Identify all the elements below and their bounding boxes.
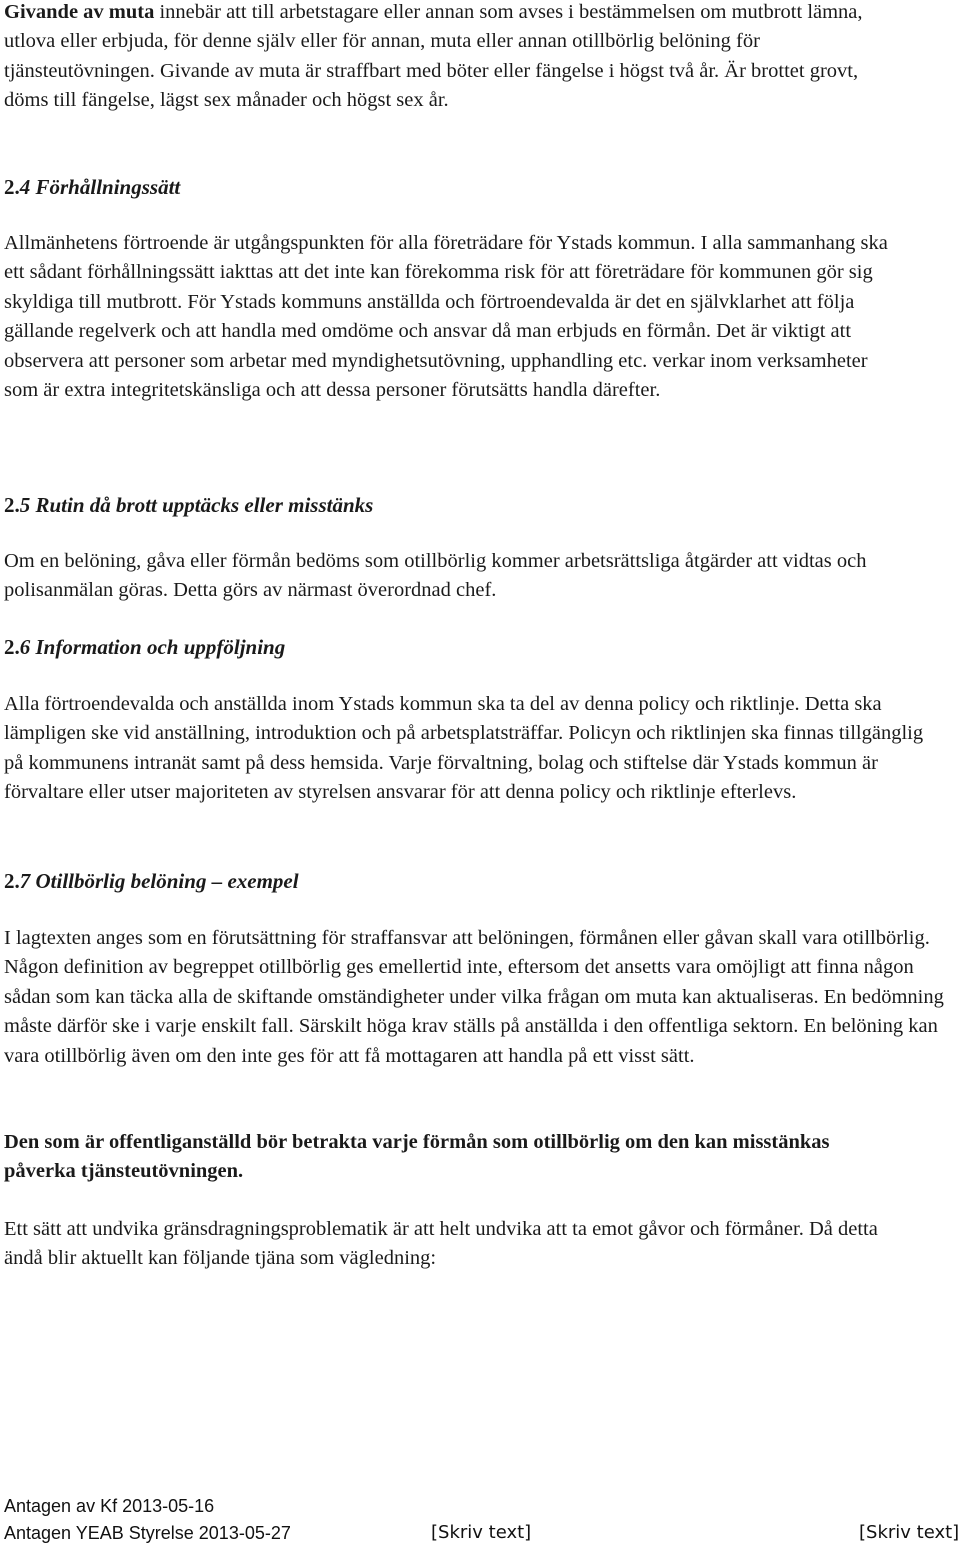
heading-2-4: 2.4 Förhållningssätt bbox=[4, 175, 181, 199]
footer-adopted-yeab: Antagen YEAB Styrelse 2013-05-27 bbox=[4, 1523, 291, 1543]
intro-text: innebär att till arbetstagare eller annan som avses i bestämmelsen om mutbrott lämna, utlova eller erbjuda, för denne själv eller för annan, muta eller annan otillbörlig belöning för tjänsteutövningen. Givande av muta är straffbart med böter eller fängelse i högst två år. Är brottet grovt, döms till fängelse, lägst sex månader och högst sex år. bbox=[4, 1, 863, 112]
heading-2-6: 2.6 Information och uppföljning bbox=[4, 635, 286, 659]
section-2-5-body: Om en belöning, gåva eller förmån bedöms som otillbörlig kommer arbetsrättsliga åtgärder att vidtas och polisanmälan göras. Detta görs av närmast överordnad chef. bbox=[4, 550, 867, 602]
section-2-6-body: Alla förtroendevalda och anställda inom Ystads kommun ska ta del av denna policy och riktlinje. Detta ska lämpligen ske vid anställning, introduktion och på arbetsplatsträffar. Policyn och riktlinjen ska finnas tillgänglig på kommunens intranät samt på dess hemsida. Varje förvaltning, bolag och stiftelse där Ystads kommun är förvaltare eller utser majoriteten av styrelsen ansvarar för att denna policy och riktlinje efterlevs. bbox=[4, 693, 924, 804]
heading-2-7: 2.7 Otillbörlig belöning – exempel bbox=[4, 869, 299, 893]
footer-placeholder-center[interactable]: [Skriv text] bbox=[431, 1522, 532, 1543]
footer-placeholder-right[interactable]: [Skriv text] bbox=[859, 1522, 960, 1543]
section-2-4-body: Allmänhetens förtroende är utgångspunkten för alla företrädare för Ystads kommun. I alla sammanhang ska ett sådant förhållningssätt iakttas att det inte kan förekomma risk för att företrädare för kommunen gör sig skyldiga till mutbrott. För Ystads kommuns anställda och förtroendevalda är det en självklarhet att följa gällande regelverk och att handla med omdöme och ansvar då man erbjuds en förmån. Det är viktigt att observera att personer som arbetar med myndighetsutövning, upphandling etc. verkar inom verksamheter som är extra integritetskänsliga och att dessa personer förutsätts handla därefter. bbox=[4, 232, 888, 402]
footer-adopted-kf: Antagen av Kf 2013-05-16 bbox=[4, 1496, 215, 1516]
intro-paragraph bbox=[4, 0, 874, 116]
section-2-7-emphasis: Den som är offentliganställd bör betrakta varje förmån som otillbörlig om den kan misstänkas påverka tjänsteutövningen. bbox=[4, 1131, 830, 1183]
heading-2-5: 2.5 Rutin då brott upptäcks eller misstänks bbox=[4, 493, 374, 517]
section-2-7-closing: Ett sätt att undvika gränsdragningsproblematik är att helt undvika att ta emot gåvor och förmåner. Då detta ändå blir aktuellt kan följande tjäna som vägledning: bbox=[4, 1218, 878, 1270]
section-2-7-body: I lagtexten anges som en förutsättning för straffansvar att belöningen, förmånen eller gåvan skall vara otillbörlig. Någon definition av begreppet otillbörlig ges emellertid inte, eftersom det ansetts vara omöjligt att finna någon sådan som kan täcka alla de skiftande omständigheter under vilka frågan om muta kan aktualiseras. En bedömning måste därför ske i varje enskilt fall. Särskilt höga krav ställs på anställda i den offentliga sektorn. En belöning kan vara otillbörlig även om den inte ges för att få mottagaren att handla på ett visst sätt. bbox=[4, 927, 944, 1067]
intro-lead: Givande av muta bbox=[4, 1, 155, 23]
